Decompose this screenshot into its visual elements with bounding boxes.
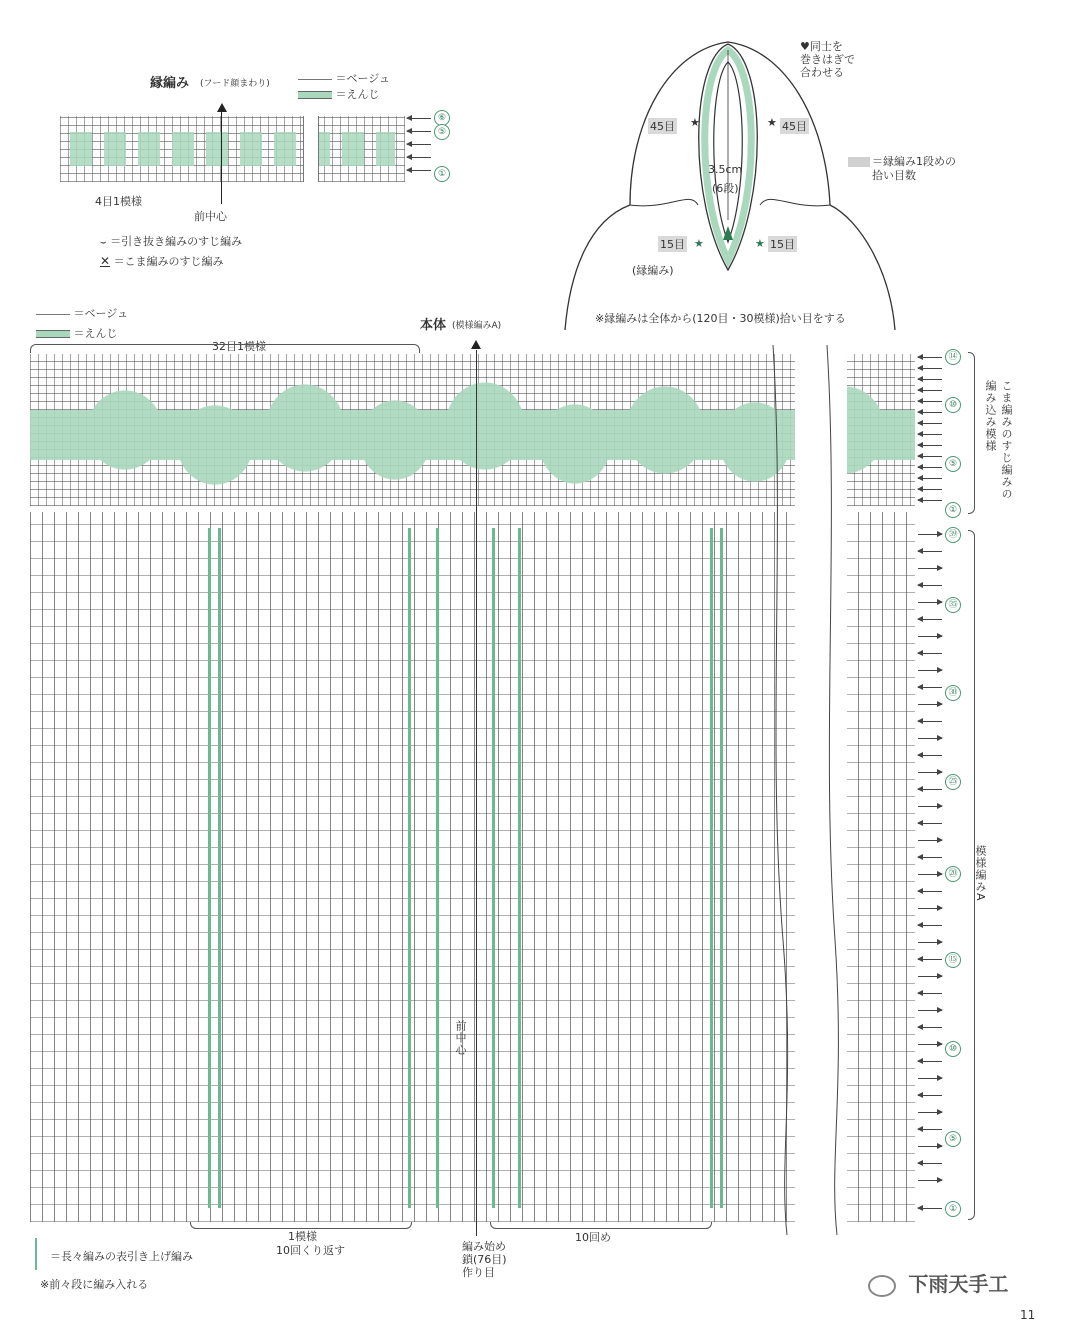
legend-green-label: ＝えんじ — [335, 88, 380, 101]
row-arrow-right — [918, 874, 942, 875]
row-mark-39: ㊴ — [945, 527, 961, 543]
edging-break — [303, 116, 319, 182]
start-label-1: 編み始め — [462, 1240, 506, 1253]
hood-edge-label: (縁編み) — [632, 264, 674, 277]
hood-rows-label: (6段) — [712, 182, 739, 195]
row-arrow-left — [918, 1208, 942, 1209]
row-arrow-left — [918, 1095, 942, 1096]
row-arrow-right — [918, 1010, 942, 1011]
edging-center-label: 前中心 — [194, 210, 227, 223]
body-center-label: 前中心 — [454, 1020, 467, 1056]
row-mark-10b: ⑩ — [945, 1041, 961, 1057]
row-arrow-left — [918, 1061, 942, 1062]
green-star-icon: ★ — [755, 237, 765, 250]
row-arrow-right — [918, 704, 942, 705]
star-icon: ★ — [767, 116, 777, 129]
star-icon: ★ — [690, 116, 700, 129]
edging-row-6: ⑥ — [434, 110, 450, 126]
body-subtitle: (模様編みA) — [452, 321, 502, 331]
row-mark-1: ① — [945, 502, 961, 518]
edging-subtitle: (フード顔まわり) — [200, 79, 270, 89]
repeat-32-bracket — [30, 344, 420, 353]
start-label-2: 鎖(76目) — [462, 1253, 507, 1266]
edging-center-arrow — [221, 184, 222, 204]
edging-center-line — [221, 112, 222, 184]
row-arrow-left — [918, 755, 942, 756]
green-swatch — [298, 91, 332, 99]
row-arrow-right — [918, 1146, 942, 1147]
row-arrow-left — [918, 959, 942, 960]
row-arrow-right — [918, 738, 942, 739]
repeat-1-label: 1模様 — [288, 1230, 317, 1243]
cut-line-right — [827, 345, 838, 1235]
row-arrow-right — [918, 1078, 942, 1079]
hood-legend-text: ＝縁編み1段めの 拾い目数 — [872, 155, 956, 182]
symbol-note-label: ※前々段に編み入れる — [40, 1278, 149, 1291]
colorwork-row-arrow — [918, 467, 942, 468]
green-post-column — [408, 528, 411, 1208]
colorwork-row-arrow — [918, 423, 942, 424]
row-arrow-right — [918, 772, 942, 773]
hood-fold-right — [760, 199, 830, 206]
repeat-10-label: 10回くり返す — [276, 1244, 345, 1257]
green-post-column — [436, 528, 439, 1208]
edging-row-arrow — [407, 131, 431, 132]
colorwork-row-arrow — [918, 489, 942, 490]
edging-repeat-label: 4目1模様 — [95, 195, 142, 208]
row-arrow-left — [918, 653, 942, 654]
colorwork-row-arrow — [918, 368, 942, 369]
edging-legend-green — [298, 86, 380, 102]
colorwork-label: こま編みのすじ編みの 編み込み模様 — [984, 380, 1013, 500]
row-mark-30: ㉚ — [945, 685, 961, 701]
body-title: 本体 — [420, 318, 447, 333]
cut-line-left — [773, 345, 788, 1235]
row-arrow-left — [918, 1129, 942, 1130]
body-legend-green — [36, 325, 118, 341]
beige-swatch — [298, 79, 332, 80]
colorwork-row-arrow — [918, 412, 942, 413]
edging-row-5: ⑤ — [434, 124, 450, 140]
legend-beige-label: ＝ベージュ — [73, 307, 129, 320]
row-arrow-left — [918, 891, 942, 892]
colorwork-row-arrow — [918, 445, 942, 446]
hood-note: ※縁編みは全体から(120目・30模様)拾い目をする — [595, 312, 846, 325]
row-arrow-right — [918, 976, 942, 977]
hood-count-15-left: 15目 — [660, 238, 685, 251]
pattern-a-label: 模様編みA — [974, 845, 987, 902]
hood-fold-left — [630, 199, 698, 206]
legend-beige-label: ＝ベージュ — [335, 72, 391, 85]
chart-cut-lines — [765, 340, 855, 1240]
row-arrow-left — [918, 993, 942, 994]
row-arrow-left — [918, 925, 942, 926]
colorwork-row-arrow — [918, 390, 942, 391]
slip-stitch-icon: ⌣ — [100, 237, 107, 248]
green-post-column — [218, 528, 221, 1208]
row-arrow-left — [918, 687, 942, 688]
colorwork-row-arrow — [918, 500, 942, 501]
colorwork-row-arrow — [918, 478, 942, 479]
colorwork-bracket — [968, 352, 975, 514]
colorwork-row-arrow — [918, 401, 942, 402]
body-legend-beige — [36, 305, 128, 321]
row-arrow-right — [918, 806, 942, 807]
edging-row-arrow — [407, 144, 431, 145]
edging-row-arrow — [407, 118, 431, 119]
edging-row-arrow — [407, 170, 431, 171]
symbol-sc-label: ＝こま編みのすじ編み — [113, 255, 224, 268]
row-arrow-right — [918, 840, 942, 841]
hood-count-45-right: 45目 — [782, 120, 807, 133]
row-arrow-left — [918, 1027, 942, 1028]
row-mark-35: ㉟ — [945, 597, 961, 613]
row-arrow-left — [918, 619, 942, 620]
edging-chart — [60, 116, 405, 182]
edging-center-triangle — [217, 103, 227, 112]
hood-join-note: ♥同士を 巻きはぎで 合わせる — [800, 40, 855, 79]
hood-diagram — [560, 30, 980, 330]
green-post-column — [710, 528, 713, 1208]
row-arrow-right — [918, 1044, 942, 1045]
green-post-column — [518, 528, 521, 1208]
edging-green-motif — [70, 132, 395, 166]
row-arrow-left — [918, 823, 942, 824]
edging-symbol-slip — [100, 233, 242, 249]
edging-legend-beige — [298, 70, 390, 86]
edging-row-arrow — [407, 157, 431, 158]
fpdc-symbol-icon — [35, 1238, 45, 1270]
row-mark-20: ⑳ — [945, 866, 961, 882]
row-arrow-left — [918, 1163, 942, 1164]
row-mark-1b: ① — [945, 1201, 961, 1217]
green-post-column — [720, 528, 723, 1208]
green-swatch — [36, 330, 70, 338]
row-arrow-left — [918, 585, 942, 586]
legend-green-label: ＝えんじ — [73, 327, 118, 340]
symbol-fpdc-label: ＝長々編みの表引き上げ編み — [50, 1250, 193, 1263]
legend-gray-swatch — [848, 157, 870, 167]
edging-title: 縁編み — [150, 76, 190, 91]
single-crochet-icon: ✕ — [100, 254, 111, 268]
edging-section — [0, 0, 460, 280]
row-mark-5: ⑤ — [945, 456, 961, 472]
start-arrow — [476, 1212, 477, 1236]
hood-count-45-left: 45目 — [650, 120, 675, 133]
colorwork-row-arrow — [918, 456, 942, 457]
watermark — [868, 1268, 1008, 1297]
green-post-column — [492, 528, 495, 1208]
hood-width-label: 3.5cm — [708, 163, 743, 176]
colorwork-row-arrow — [918, 434, 942, 435]
row-arrow-right — [918, 1112, 942, 1113]
row-arrow-right — [918, 942, 942, 943]
body-repeat-32: 32目1模様 — [212, 340, 266, 353]
edging-symbol-sc — [100, 253, 224, 269]
row-arrow-left — [918, 551, 942, 552]
row-arrow-right — [918, 670, 942, 671]
row-arrow-right — [918, 602, 942, 603]
row-arrow-right — [918, 568, 942, 569]
row-arrow-right — [918, 534, 942, 535]
page-number: 11 — [1020, 1308, 1036, 1322]
row-arrow-right — [918, 908, 942, 909]
colorwork-row-arrow — [918, 379, 942, 380]
start-label-3: 作り目 — [462, 1266, 495, 1279]
row-arrow-left — [918, 857, 942, 858]
row-mark-15: ⑮ — [945, 952, 961, 968]
row-arrow-right — [918, 636, 942, 637]
beige-swatch — [36, 314, 70, 315]
wechat-icon — [868, 1275, 896, 1297]
colorwork-row-arrow — [918, 357, 942, 358]
row-arrow-left — [918, 789, 942, 790]
body-center-line — [476, 350, 477, 1220]
row-mark-25: ㉕ — [945, 774, 961, 790]
row-mark-14: ⑭ — [945, 349, 961, 365]
row-mark-10: ⑩ — [945, 397, 961, 413]
body-center-triangle — [471, 340, 481, 349]
green-star-icon: ★ — [694, 237, 704, 250]
tenth-label: 10回め — [575, 1231, 611, 1244]
green-post-column — [208, 528, 211, 1208]
row-mark-5b: ⑤ — [945, 1131, 961, 1147]
edging-row-1: ① — [434, 166, 450, 182]
symbol-slip-label: ＝引き抜き編みのすじ編み — [110, 235, 243, 248]
tenth-bracket — [490, 1222, 712, 1229]
row-arrow-left — [918, 721, 942, 722]
hood-count-15-right: 15目 — [770, 238, 795, 251]
watermark-text: 下雨天手工 — [908, 1272, 1009, 1296]
row-arrow-right — [918, 1180, 942, 1181]
